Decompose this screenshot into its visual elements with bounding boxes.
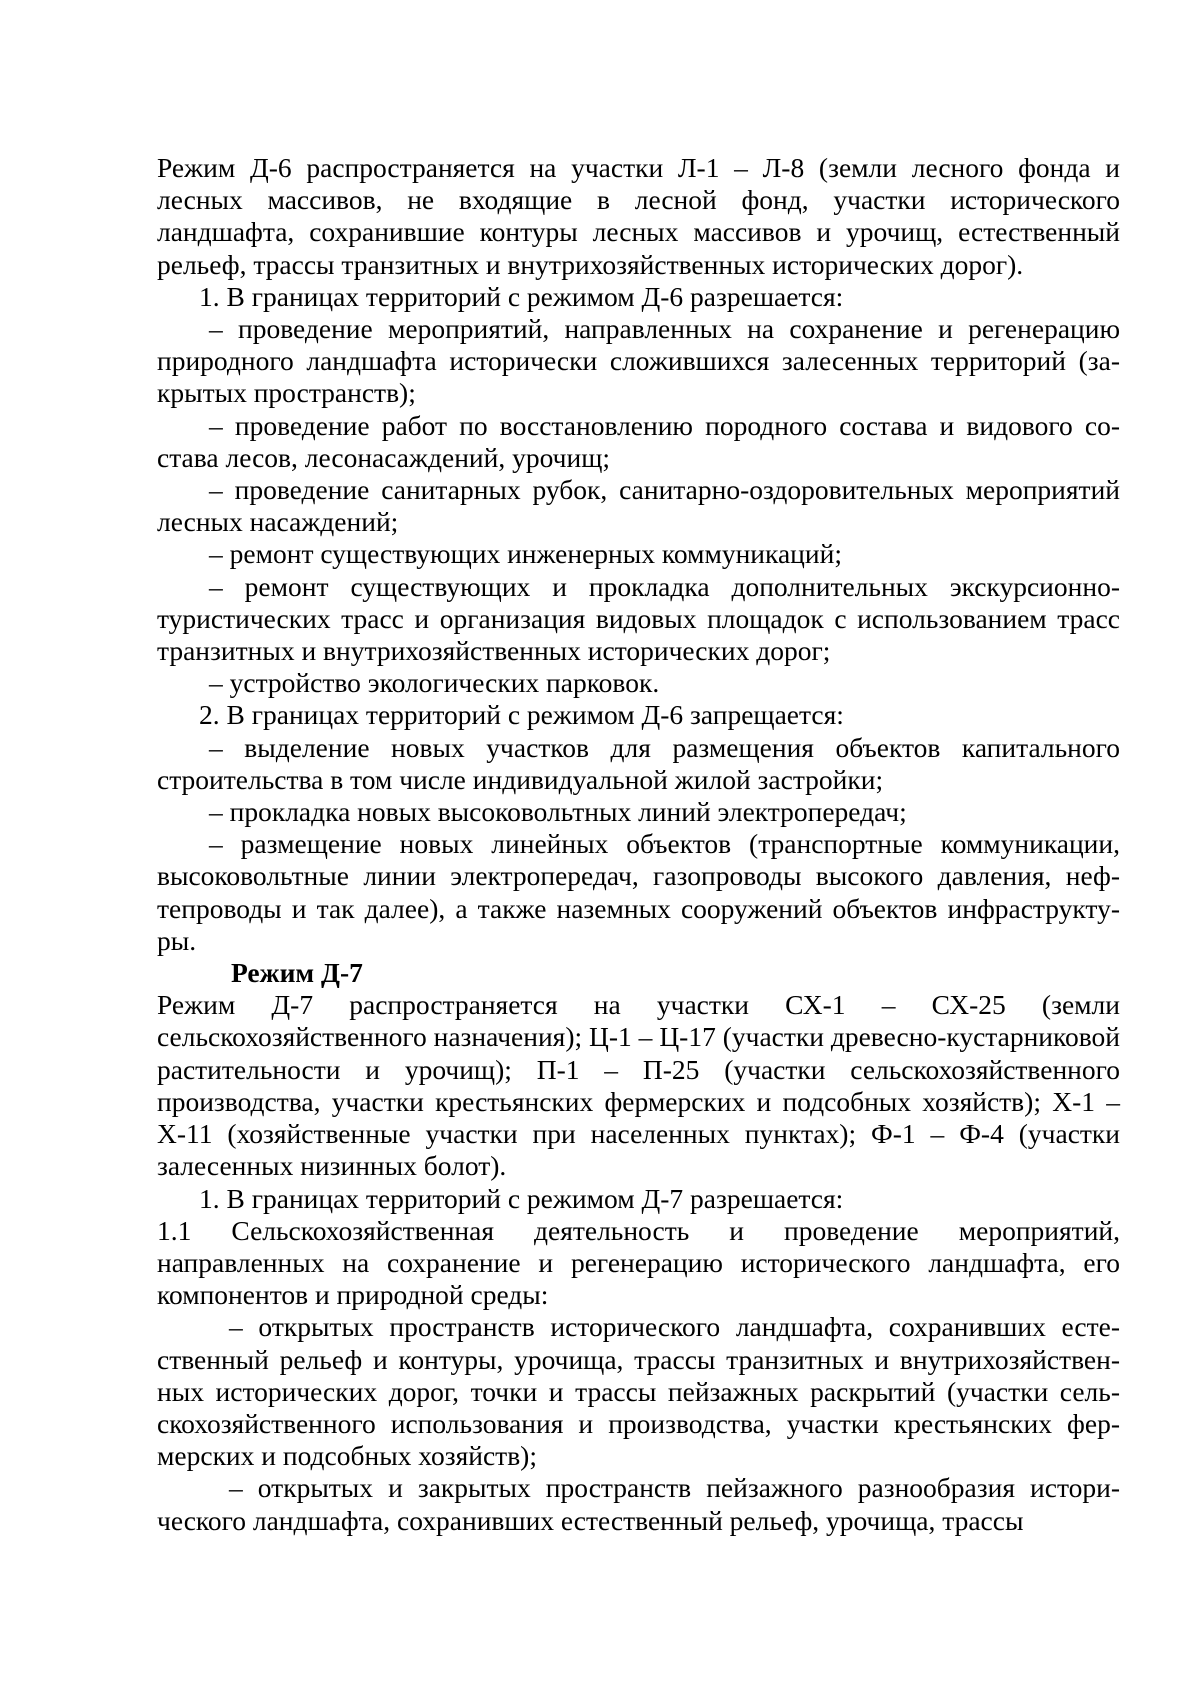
list-item: – открытых пространств исторического ландшафта, сохранивших естественный рельеф и контуры, урочища, трассы транзитных и внутрихозяйственных исторических дорог, точки и трассы пейзажных раскрытий (участки сельскохозяйственного использования и производства, участки крестьянских фермерских и подсобных хозяйств); — [157, 1311, 1120, 1472]
list-item: – проведение работ по восстановлению породного состава и видового состава лесов, лесонасаждений, урочищ; — [157, 409, 1120, 473]
list-item: – выделение новых участков для размещения объектов капитального строительства в том числе индивидуальной жилой застройки; — [157, 731, 1120, 795]
paragraph-d6-allowed-heading: 1. В границах территорий с режимом Д-6 разрешается: — [199, 280, 844, 312]
paragraph-d6-forbidden-heading: 2. В границах территорий с режимом Д-6 запрещается: — [199, 699, 844, 731]
paragraph-d7-allowed-heading: 1. В границах территорий с режимом Д-7 разрешается: — [199, 1182, 844, 1214]
list-item: – ремонт существующих инженерных коммуникаций; — [209, 538, 842, 570]
list-item: – ремонт существующих и прокладка дополнительных экскурсионно-туристических трасс и организация видовых площадок с использованием трасс транзитных и внутрихозяйственных исторических дорог; — [157, 570, 1120, 667]
list-item: – устройство экологических парковок. — [209, 667, 660, 699]
paragraph-d6-intro: Режим Д-6 распространяется на участки Л-1 – Л-8 (земли лесного фонда и лесных массивов, не входящие в лесной фонд, участки исторического ландшафта, сохранившие контуры лесных массивов и урочищ, естественный рельеф, трассы транзитных и внутрихозяйственных исторических дорог). — [157, 152, 1120, 280]
document-page — [157, 152, 1120, 1537]
list-item: – проведение мероприятий, направленных на сохранение и регенерацию природного ландшафта исторически сложившихся залесенных территорий (закрытых пространств); — [157, 313, 1120, 409]
section-heading-d7: Режим Д-7 — [231, 957, 363, 989]
paragraph-d7-intro: Режим Д-7 распространяется на участки СХ-1 – СХ-25 (земли сельскохозяйственного назначения); Ц-1 – Ц-17 (участки древесно-кустарниковой растительности и урочищ); П-1 – П-25 (участки сельскохозяйственного производства, участки крестьянских фермерских и подсобных хозяйств); Х-1 – Х-11 (хозяйственные участки при населенных пунктах); Ф-1 – Ф-4 (участки залесенных низинных болот). — [157, 989, 1120, 1182]
list-item: – открытых и закрытых пространств пейзажного разнообразия исторического ландшафта, сохранивших естественный рельеф, урочища, трассы — [157, 1472, 1120, 1536]
paragraph-d7-item-1-1: 1.1 Сельскохозяйственная деятельность и проведение мероприятий, направленных на сохранение и регенерацию исторического ландшафта, его компонентов и природной среды: — [157, 1214, 1120, 1311]
list-item: – размещение новых линейных объектов (транспортные коммуникации, высоковольтные линии электропередач, газопроводы высокого давления, нефтепроводы и так далее), а также наземных сооружений объектов инфраструктуры. — [157, 828, 1120, 956]
list-item: – прокладка новых высоковольтных линий электропередач; — [209, 796, 907, 828]
list-item: – проведение санитарных рубок, санитарно-оздоровительных мероприятий лесных насаждений; — [157, 474, 1120, 538]
